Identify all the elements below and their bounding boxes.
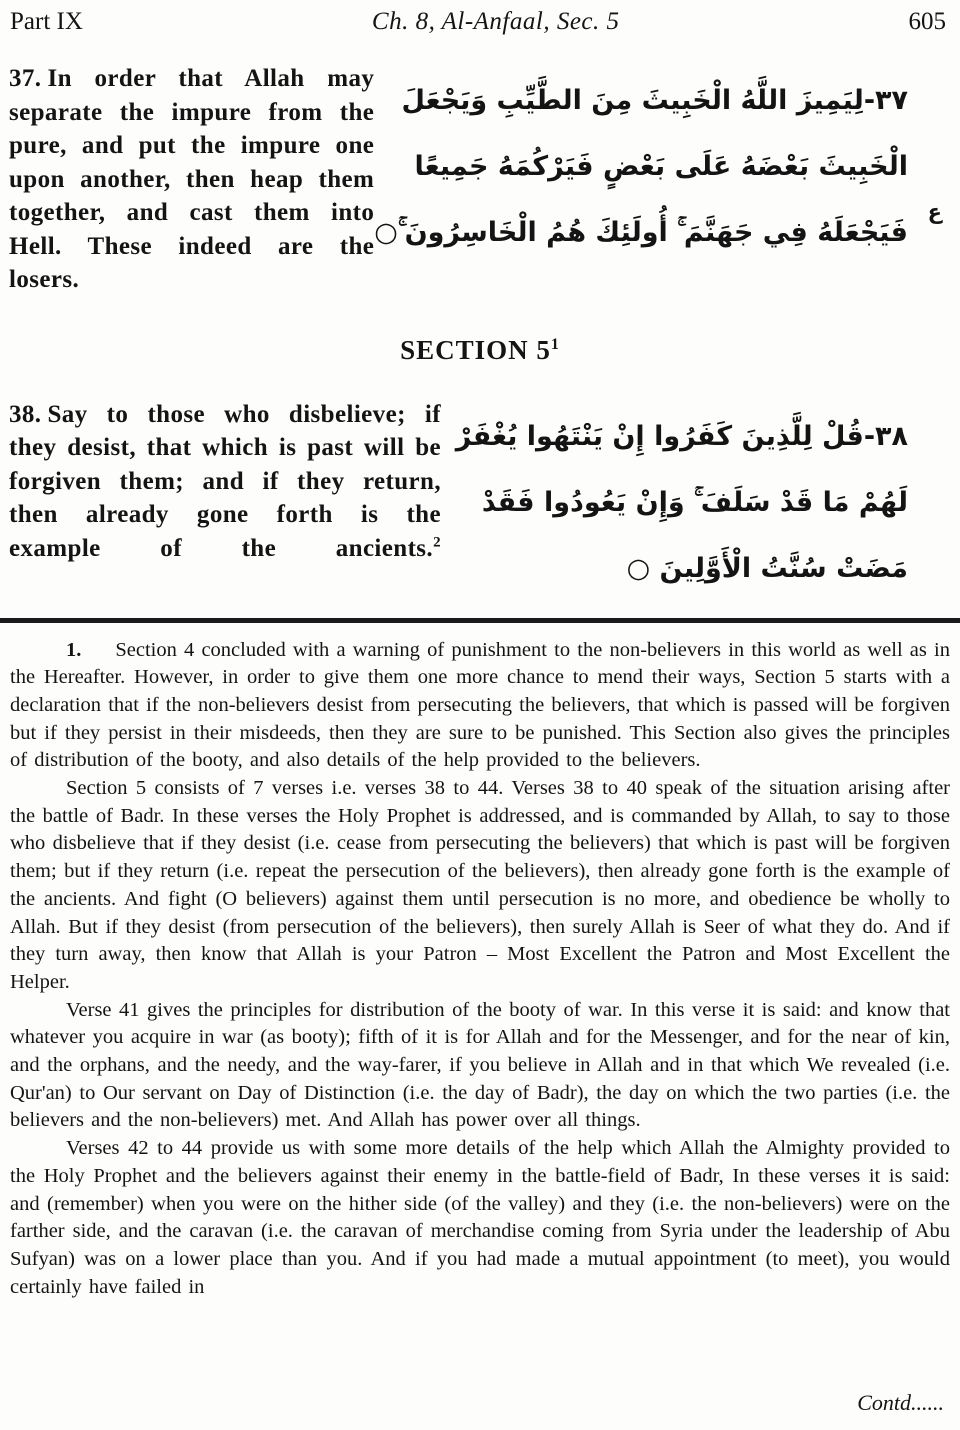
footnote-commentary	[10, 637, 950, 1302]
footnote-text: Section 4 concluded with a warning of punishment to the non-believers in this world as well as in the Hereafter. However, in order to give them one more chance to mend their ways, Section 5 starts with a declaration that if the non-believers desist from persecuting the believers, that which is passed will be forgiven but if they persist in their misdeeds, then they are sure to be punished. This Section also gives the principles of distribution of the booty, and also details of the help provided to the believers.	[10, 638, 950, 772]
footnote-divider	[0, 618, 960, 623]
section-heading	[0, 335, 960, 366]
footnote-paragraph: Verse 41 gives the principles for distribution of the booty of war. In this verse it is said: and know that whatever you acquire in war (as booty); fifth of it is for Allah and for the Messenger, and for the near of kin, and the orphans, and the needy, and the way-farer, if you believe in Allah and in that which We revealed (i.e. Qur'an) to Our servant on Day of Distinction (i.e. the day of Badr), the day on which the two parties (i.e. the believers and the non-believers) met. And Allah has power over all things.	[10, 998, 950, 1132]
header-part-label: Part IX	[10, 8, 83, 35]
continued-label: Contd......	[857, 1390, 944, 1415]
footnote-paragraph	[10, 637, 950, 776]
arabic-line: لَهُمْ مَا قَدْ سَلَفَ ۚ وَإِنْ يَعُودُوا فَقَدْ	[481, 486, 908, 518]
verse-38-row	[0, 398, 960, 602]
header-page-number: 605	[908, 8, 946, 35]
header-chapter-title: Ch. 8, Al-Anfaal, Sec. 5	[371, 8, 620, 35]
section-footnote-ref: 1	[550, 335, 560, 353]
verse-38-translation: Say to those who disbelieve; if they desist, that which is past will be forgiven them; and if they return, then already gone forth is the example of the ancients.	[9, 400, 441, 562]
verse-38-number: 38.	[9, 400, 42, 428]
verse-37-row	[0, 62, 960, 297]
verse-37-number: 37.	[9, 65, 42, 92]
arabic-line: ٣٨-قُلْ لِلَّذِينَ كَفَرُوا إِنْ يَنْتَهُوا يُغْفَرْ	[455, 420, 908, 452]
verse-38-english	[9, 398, 441, 566]
verse-37-translation: In order that Allah may separate the impure from the pure, and put the impure one upon another, then heap them together, and cast them into Hell. These indeed are the losers.	[9, 65, 375, 293]
ruku-marker: ع	[927, 200, 942, 224]
section-heading-label: SECTION 5	[400, 334, 551, 365]
arabic-line: ٣٧-لِيَمِيزَ اللَّهُ الْخَبِيثَ مِنَ الطَّيِّبِ وَيَجْعَلَ	[401, 85, 908, 116]
page-header	[0, 0, 960, 36]
footnote-number: 1.	[66, 638, 82, 661]
arabic-line: مَضَتْ سُنَّتُ الْأَوَّلِينَ ○	[626, 552, 908, 584]
verse-38-arabic	[441, 398, 960, 602]
arabic-line: فَيَجْعَلَهُ فِي جَهَنَّمَ ۚ أُولَئِكَ هُمُ الْخَاسِرُونَ ۚ○	[374, 217, 908, 248]
arabic-line: الْخَبِيثَ بَعْضَهُ عَلَى بَعْضٍ فَيَرْكُمَهُ جَمِيعًا	[414, 151, 908, 182]
footnote-paragraph: Verses 42 to 44 provide us with some more details of the help which Allah the Almighty provided to the Holy Prophet and the believers against their enemy in the battle-field of Badr, In these verses it is said: and (remember) when you were on the hither side (of the valley) and they (i.e. the non-believers) were on the farther side, and the caravan (i.e. the caravan of merchandise coming from Syria under the leadership of Abu Sufyan) was on a lower place than you. And if you had made a mutual appointment (to meet), you would certainly have failed in	[10, 1137, 950, 1298]
footnote-paragraph: Section 5 consists of 7 verses i.e. verses 38 to 44. Verses 38 to 40 speak of the situation arising after the battle of Badr. In these verses the Holy Prophet is addressed, and is commanded by Allah, to say to those who disbelieve that if they desist (i.e. cease from persecuting the believers) that which is past will be forgiven them; but if they return (i.e. repeat the persecution of the believers), then already gone forth is the example of the ancients. And fight (O believers) against them until persecution is no more, and obedience be wholly to Allah. But if they desist (from persecution of the believers), then surely Allah is Seer of what they do. And if they turn away, then know that Allah is your Patron – Most Excellent the Patron and Most Excellent the Helper.	[10, 777, 950, 993]
verse-37-arabic	[374, 62, 960, 266]
verse-38-footnote-ref: 2	[433, 534, 441, 551]
verse-37-english	[9, 62, 374, 297]
